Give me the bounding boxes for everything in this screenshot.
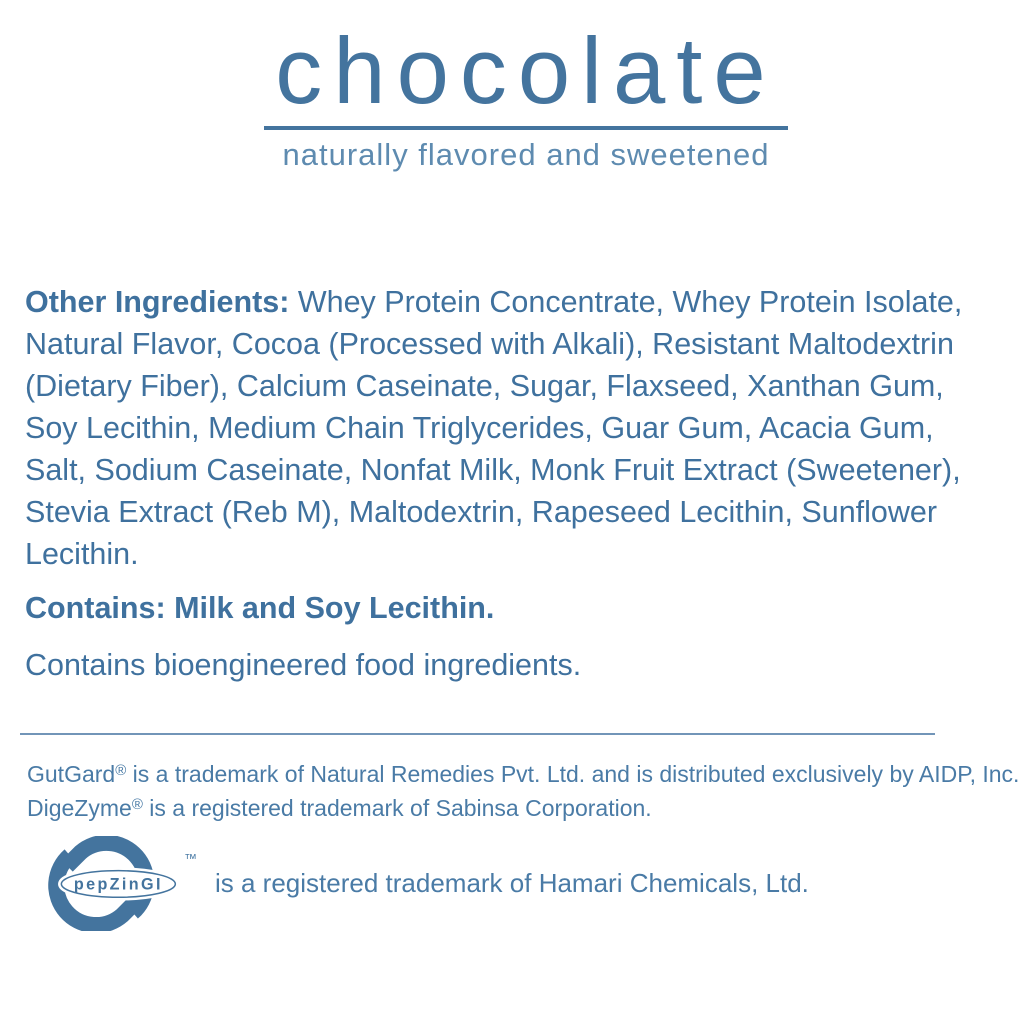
bioengineered-statement: Contains bioengineered food ingredients. [25,648,582,682]
other-ingredients-list: Whey Protein Concentrate, Whey Protein Isolate, Natural Flavor, Cocoa (Processed with Alkali), Resistant Maltodextrin (Dietary Fiber), Calcium Caseinate, Sugar, Flaxseed, Xanthan Gum, Soy Lecithin, Medium Chain Triglycerides, Guar Gum, Acacia Gum, Salt, Sodium Caseinate, Nonfat Milk, Monk Fruit Extract (Sweetener), Stevia Extract (Reb M), Maltodextrin, Rapeseed Lecithin, Sunflower Lecithin. [25,285,963,571]
hamari-trademark-note: is a registered trademark of Hamari Chemicals, Ltd. [215,867,809,898]
gutgard-trademark-note [27,756,1024,790]
ingredients-section [25,281,983,686]
registered-symbol: ® [131,795,143,813]
registered-symbol: ® [115,762,127,779]
trademark-notes-section [27,756,1024,823]
pepzingi-trademark-row [30,835,1024,931]
gutgard-name: GutGard [27,761,116,787]
flavor-title: chocolate [275,18,777,123]
gutgard-note-text: is a trademark of Natural Remedies Pvt. Ltd. and is distributed exclusively by AIDP, Inc. [126,761,1020,787]
other-ingredients-label: Other Ingredients: [25,285,290,319]
digezyme-name: DigeZyme [27,794,132,821]
contains-statement: Contains: Milk and Soy Lecithin. [25,591,495,625]
flavor-header [0,0,1024,173]
pepzingi-logo-icon [30,836,182,931]
digezyme-note-text: is a registered trademark of Sabinsa Corporation. [142,794,652,821]
flavor-subtitle: naturally flavored and sweetened [282,137,770,172]
pepzingi-logo-text: pepZinGI [73,875,163,894]
digezyme-trademark-note [27,790,1024,824]
divider-rule [20,733,935,735]
title-underline [264,126,788,130]
other-ingredients-paragraph [25,281,983,575]
trademark-symbol: ™ [184,851,197,866]
